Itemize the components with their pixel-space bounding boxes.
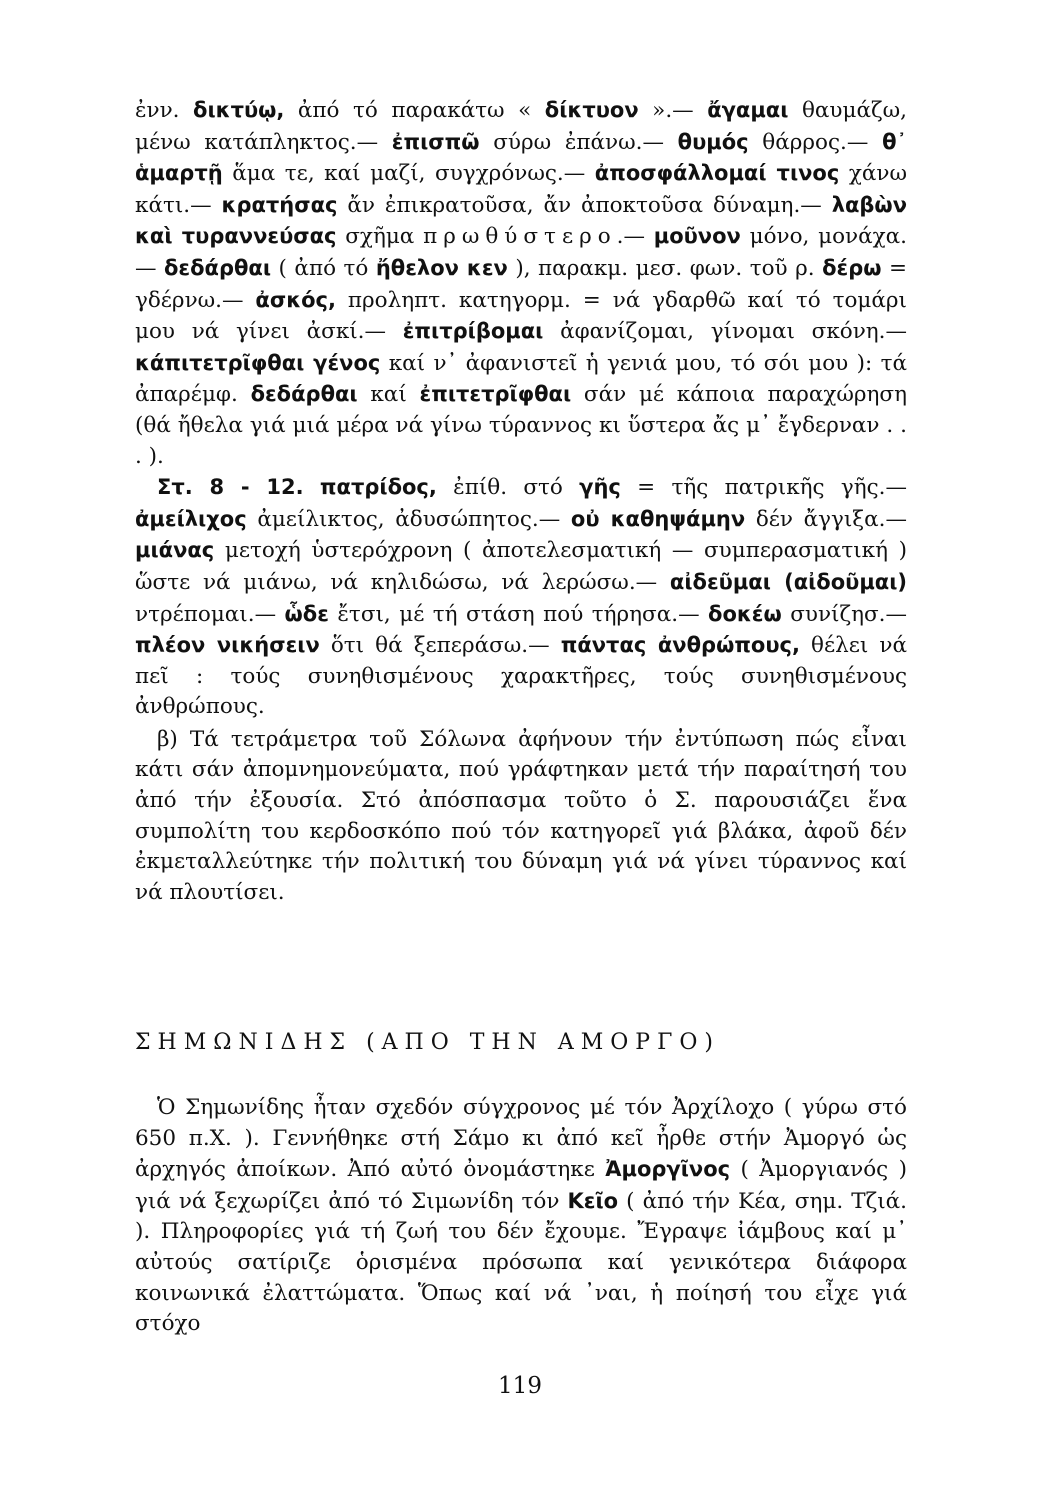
gloss-spaced-term: πρωθύστερο (423, 224, 617, 250)
gloss-term: ἄγαμαι (707, 98, 789, 122)
gloss-text: ), παρακμ. μεσ. φων. τοῦ ρ. (507, 255, 823, 281)
gloss-text: = τῆς πατρικῆς γῆς.— (620, 475, 908, 501)
bio-term: Κεῖο (567, 1188, 619, 1213)
gloss-text: ὅτι θά ξεπεράσω.— (319, 633, 561, 659)
gloss-term: ὧδε (284, 601, 329, 626)
gloss-text: ἔτσι, μέ τή στάση πού τήρησα.— (328, 601, 709, 627)
gloss-term: λαβὼν καὶ τυραννεύσας (135, 192, 907, 249)
gloss-term: δικτύῳ, (193, 98, 285, 122)
gloss-term: ἐπιτετρῖφθαι (419, 382, 572, 407)
gloss-term: ἀποσφάλλομαί τινος (594, 161, 840, 186)
gloss-term: πατρίδος, (319, 475, 437, 500)
gloss-term: δέρω (822, 255, 882, 280)
gloss-text: ( ἀπό τό (271, 255, 376, 281)
gloss-text: μόνο, μονάχα.— (135, 224, 907, 281)
gloss-term: ἐπισπῶ (391, 129, 480, 154)
gloss-term: δίκτυον (544, 98, 639, 122)
gloss-term: πάντας ἀνθρώπους, (560, 633, 800, 658)
gloss-text: καί ν᾽ ἀφανιστεῖ ἡ γενιά μου, τό σόι μου ): τά ἀπαρέμφ. (135, 350, 908, 408)
commentary-notes (135, 95, 907, 908)
gloss-text: θαυμάζω, μένω κατάπληκτος.— (135, 98, 907, 155)
gloss-text: σύρω ἐπάνω.— (479, 129, 678, 155)
gloss-term: δοκέω (708, 601, 782, 626)
gloss-text: = γδέρνω.— (135, 255, 907, 313)
gloss-term: ἀμείλιχος (135, 506, 247, 531)
gloss-text: ντρέπομαι.— (135, 601, 285, 627)
gloss-text: ἐπίθ. στό (436, 475, 580, 501)
gloss-text: ἅμα τε, καί μαζί, συγχρόνως.— (222, 161, 595, 187)
biography-paragraph (135, 1093, 907, 1340)
page-number: 119 (498, 1373, 542, 1399)
gloss-text: δέν ἄγγιξα.— (745, 506, 907, 532)
gloss-text: θάρρος.— (748, 129, 883, 155)
gloss-text: μετοχή ὑστερόχρονη ( ἀποτελεσματική — συμπερασματική ) ὥστε νά μιάνω, νά κηλιδώσω, νά λερώσω.— (135, 538, 907, 595)
bio-text: ( Ἀμοργιανός ) γιά νά ξεχωρίζει ἀπό τό Σιμωνίδη τόν (135, 1157, 907, 1214)
gloss-text: σάν μέ κάποια παραχώρηση (θά ἤθελα γιά μιά μέρα νά γίνω τύραννος κι ὕστερα ἄς μ᾽ ἔγδερναν . . . ). (135, 382, 907, 469)
gloss-text: ἐνν. (135, 98, 180, 123)
gloss-term: πλέον νικήσειν (135, 633, 320, 658)
gloss-term: ἀσκός, (255, 287, 336, 312)
gloss-term: κρατήσας (221, 192, 338, 217)
note-b-paragraph: β) Τά τετράμετρα τοῦ Σόλωνα ἀφήνουν τήν ἐντύπωση πώς εἶναι κάτι σάν ἀπομνημονεύματα, πού γράφτηκαν μετά τήν παραίτησή του ἀπό τήν ἐξουσία. Στό ἀπόσπασμα τοῦτο ὁ Σ. παρουσιάζει ἕνα συμπολίτη του κερδοσκόπο πού τόν κατηγορεῖ γιά βλάκα, ἀφοῦ δέν ἐκμεταλλεύτηκε τήν πολιτική του δύναμη γιά νά γίνει τύραννος καί νά πλουτίσει. (135, 726, 907, 905)
bio-text: Ὁ Σημωνίδης ἦταν σχεδόν σύγχρονος μέ τόν Ἀρχίλοχο ( γύρω στό 650 π.Χ. ). Γεννήθηκε στή Σάμο κι ἀπό κεῖ ἦρθε στήν Ἀμοργό ὡς ἀρχηγός ἀποίκων. Ἀπό αὐτό ὀνομάστηκε (135, 1095, 907, 1183)
gloss-text: ἀπό τό παρακάτω « (284, 98, 532, 123)
gloss-term: μοῦνον (653, 224, 741, 249)
verse-range-label: Στ. 8 - 12. (157, 475, 304, 500)
biography-section (135, 1093, 907, 1340)
gloss-term: οὐ καθηψάμην (570, 506, 746, 531)
gloss-term: ἐπιτρίβομαι (402, 319, 544, 344)
gloss-text: σχῆμα (336, 224, 424, 250)
gloss-text: ἄν ἐπικρατοῦσα, ἄν ἀποκτοῦσα δύναμη.— (337, 192, 832, 218)
gloss-term: θ᾽ ἁμαρτῇ (135, 129, 908, 186)
gloss-text: .— (616, 224, 654, 250)
gloss-text: ἀμείλικτος, ἀδυσώπητος.— (246, 506, 571, 532)
gloss-term: δεδάρθαι (250, 382, 358, 407)
bio-text: ( ἀπό τήν Κέα, σημ. Τζιά. ). Πληροφορίες γιά τή ζωή του δέν ἔχουμε. Ἔγραψε ἰάμβους καί μ᾽ αὐτούς σατίριζε ὁρισμένα πρόσωπα καί γενικότερα διάφορα κοινωνικά ἐλαττώματα. Ὅπως καί νά ᾽ναι, ἡ ποίησή του εἶχε γιά στόχο (135, 1188, 908, 1337)
gloss-term: μιάνας (135, 538, 215, 563)
gloss-term: δεδάρθαι (164, 255, 272, 280)
glossary-paragraph-verses-8-12 (135, 472, 907, 723)
bio-term: Ἀμοργῖνος (605, 1157, 731, 1182)
gloss-text: ».— (652, 98, 708, 123)
glossary-paragraph (135, 95, 907, 472)
gloss-text: προληπτ. κατηγορμ. = νά γδαρθῶ καί τό τομάρι μου νά γίνει ἀσκί.— (135, 287, 907, 345)
gloss-text: καί (357, 382, 420, 408)
gloss-term: θυμός (677, 129, 749, 154)
gloss-term: αἰδεῦμαι (αἰδοῦμαι) (669, 569, 907, 594)
gloss-term: γῆς (579, 475, 621, 500)
gloss-text: θέλει νά πεῖ : τούς συνηθισμένους χαρακτῆρες, τούς συνηθισμένους ἀνθρώπους. (135, 633, 907, 720)
gloss-text: συνίζησ.— (781, 601, 908, 627)
gloss-term: ἤθελον κεν (375, 255, 508, 280)
gloss-text: χάνω κάτι.— (135, 161, 907, 218)
gloss-text: ἀφανίζομαι, γίνομαι σκόνη.— (543, 319, 907, 345)
gloss-term: κάπιτετρῖφθαι γένος (135, 350, 381, 375)
section-heading: ΣΗΜΩΝΙΔΗΣ (ΑΠΟ ΤΗΝ ΑΜΟΡΓΟ) (135, 1030, 720, 1055)
